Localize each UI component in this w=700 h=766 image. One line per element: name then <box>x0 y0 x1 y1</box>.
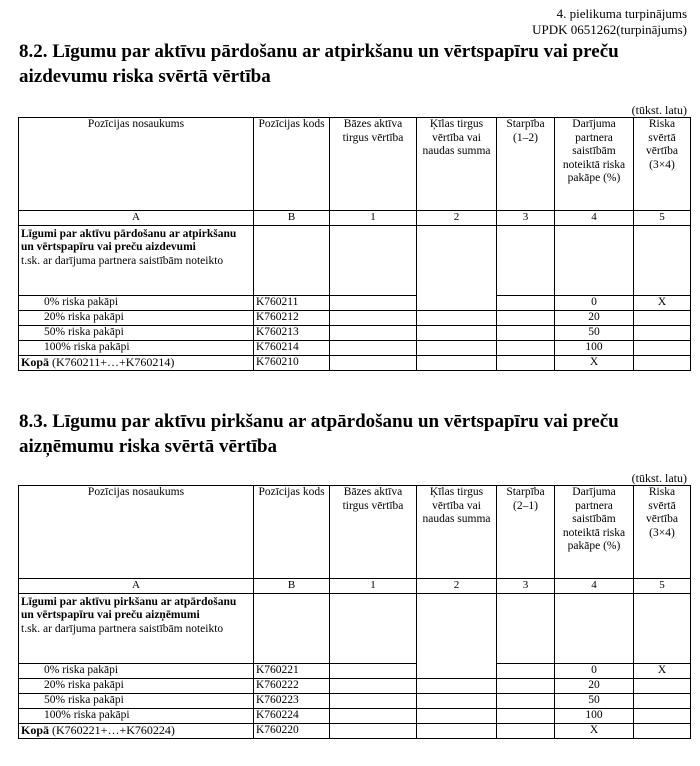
group-cell <box>19 593 254 663</box>
cell-collateral <box>417 340 497 355</box>
cell-diff <box>497 310 555 325</box>
row-label: 20% riska pakāpi <box>19 310 254 325</box>
total-label <box>19 355 254 370</box>
cell-collateral <box>417 678 497 693</box>
table-row <box>19 678 691 693</box>
section-8-2-unit: (tūkst. latu) <box>631 103 687 117</box>
row-risk: 20 <box>555 310 634 325</box>
cell-collateral <box>417 295 497 310</box>
col-letter: 3 <box>497 579 555 594</box>
cell-base <box>330 678 417 693</box>
cell-diff <box>497 678 555 693</box>
section-8-3-title: 8.3. Līgumu par aktīvu pirkšanu ar atpārdošanu un vērtspapīru vai preču aizņēmumu riska svērtā vērtība <box>19 411 619 457</box>
table-row <box>19 708 691 723</box>
table-row <box>19 693 691 708</box>
row-weighted <box>634 325 691 340</box>
table-row <box>19 310 691 325</box>
cell-base <box>330 708 417 723</box>
row-label: 100% riska pakāpi <box>19 708 254 723</box>
total-code: K760210 <box>254 355 330 370</box>
row-weighted <box>634 340 691 355</box>
section-8-3-unit: (tūkst. latu) <box>631 471 687 485</box>
cell-diff <box>497 295 555 310</box>
total-row <box>19 723 691 738</box>
header-line-1: 4. pielikuma turpinājums <box>556 6 687 21</box>
cell-diff <box>497 325 555 340</box>
row-risk: 0 <box>555 295 634 310</box>
row-weighted: X <box>634 663 691 678</box>
cell-base <box>330 310 417 325</box>
table-header-row <box>19 118 691 211</box>
total-risk: X <box>555 355 634 370</box>
cell-base <box>330 693 417 708</box>
row-label: 0% riska pakāpi <box>19 295 254 310</box>
group-cell <box>19 225 254 295</box>
cell-collateral <box>417 310 497 325</box>
row-code: K760222 <box>254 678 330 693</box>
col-name-header: Pozīcijas nosaukums <box>19 118 254 211</box>
row-label: 50% riska pakāpi <box>19 693 254 708</box>
col-collateral-header: Ķīlas tirgus vērtība vai naudas summa <box>417 486 497 579</box>
table-row <box>19 340 691 355</box>
col-letter: 3 <box>497 211 555 226</box>
total-word: Kopā <box>21 354 50 369</box>
cell-diff <box>497 693 555 708</box>
total-code: K760220 <box>254 723 330 738</box>
group-subtitle: t.sk. ar darījuma partnera saistībām noteikto <box>21 254 224 267</box>
col-letter: 5 <box>634 211 691 226</box>
total-risk: X <box>555 723 634 738</box>
row-risk: 50 <box>555 325 634 340</box>
row-weighted <box>634 678 691 693</box>
cell-base <box>330 295 417 310</box>
total-range: (K760211+…+K760214) <box>52 354 175 369</box>
total-row <box>19 355 691 370</box>
row-code: K760213 <box>254 325 330 340</box>
col-letter: B <box>254 211 330 226</box>
row-code: K760221 <box>254 663 330 678</box>
total-range: (K760221+…+K760224) <box>52 722 175 737</box>
row-label: 50% riska pakāpi <box>19 325 254 340</box>
table-header-row <box>19 486 691 579</box>
col-letter: 2 <box>417 579 497 594</box>
group-title: Līgumi par aktīvu pirkšanu ar atpārdošanu un vērtspapīru vai preču aizņēmumi <box>21 595 237 621</box>
group-subtitle: t.sk. ar darījuma partnera saistībām noteikto <box>21 622 224 635</box>
row-code: K760214 <box>254 340 330 355</box>
cell-diff <box>497 663 555 678</box>
cell-base <box>330 325 417 340</box>
cell-diff <box>497 708 555 723</box>
row-label: 20% riska pakāpi <box>19 678 254 693</box>
col-collateral-header: Ķīlas tirgus vērtība vai naudas summa <box>417 118 497 211</box>
cell-collateral <box>417 663 497 678</box>
row-code: K760224 <box>254 708 330 723</box>
row-risk: 0 <box>555 663 634 678</box>
col-base-header: Bāzes aktīva tirgus vērtība <box>330 486 417 579</box>
col-risk-header: Darījuma partnera saistībām noteiktā riska pakāpe (%) <box>555 486 634 579</box>
col-letter: 4 <box>555 579 634 594</box>
col-letter: A <box>19 579 254 594</box>
section-8-2-table <box>18 117 691 371</box>
col-diff-header: Starpība (1–2) <box>497 118 555 211</box>
row-code: K760223 <box>254 693 330 708</box>
total-word: Kopā <box>21 722 50 737</box>
col-code-header: Pozīcijas kods <box>254 486 330 579</box>
col-letter: A <box>19 211 254 226</box>
col-name-header: Pozīcijas nosaukums <box>19 486 254 579</box>
col-weighted-header: Riska svērtā vērtība (3×4) <box>634 118 691 211</box>
row-weighted <box>634 310 691 325</box>
cell-collateral <box>417 708 497 723</box>
row-code: K760212 <box>254 310 330 325</box>
col-letter: B <box>254 579 330 594</box>
row-risk: 100 <box>555 708 634 723</box>
row-code: K760211 <box>254 295 330 310</box>
col-letter: 2 <box>417 211 497 226</box>
table-row <box>19 663 691 678</box>
row-label: 0% riska pakāpi <box>19 663 254 678</box>
col-risk-header: Darījuma partnera saistībām noteiktā riska pakāpe (%) <box>555 118 634 211</box>
header-line-2: UPDK 0651262(turpinājums) <box>532 22 687 37</box>
group-row <box>19 593 691 663</box>
col-letter: 4 <box>555 211 634 226</box>
group-row <box>19 225 691 295</box>
row-weighted: X <box>634 295 691 310</box>
cell-collateral <box>417 693 497 708</box>
cell-diff <box>497 340 555 355</box>
row-weighted <box>634 693 691 708</box>
total-label <box>19 723 254 738</box>
cell-collateral <box>417 325 497 340</box>
row-label: 100% riska pakāpi <box>19 340 254 355</box>
row-weighted <box>634 708 691 723</box>
section-8-3-table <box>18 485 691 739</box>
page-header <box>532 6 687 38</box>
section-8-2-title: 8.2. Līgumu par aktīvu pārdošanu ar atpirkšanu un vērtspapīru vai preču aizdevumu riska svērtā vērtība <box>19 41 619 87</box>
col-code-header: Pozīcijas kods <box>254 118 330 211</box>
table-row <box>19 325 691 340</box>
table-row <box>19 295 691 310</box>
col-letter: 1 <box>330 211 417 226</box>
col-base-header: Bāzes aktīva tirgus vērtība <box>330 118 417 211</box>
row-risk: 20 <box>555 678 634 693</box>
column-letters-row <box>19 579 691 594</box>
col-letter: 1 <box>330 579 417 594</box>
col-letter: 5 <box>634 579 691 594</box>
column-letters-row <box>19 211 691 226</box>
row-risk: 50 <box>555 693 634 708</box>
row-risk: 100 <box>555 340 634 355</box>
col-diff-header: Starpība (2–1) <box>497 486 555 579</box>
group-title: Līgumi par aktīvu pārdošanu ar atpirkšanu un vērtspapīru vai preču aizdevumi <box>21 227 237 253</box>
cell-base <box>330 340 417 355</box>
cell-base <box>330 663 417 678</box>
col-weighted-header: Riska svērtā vērtība (3×4) <box>634 486 691 579</box>
